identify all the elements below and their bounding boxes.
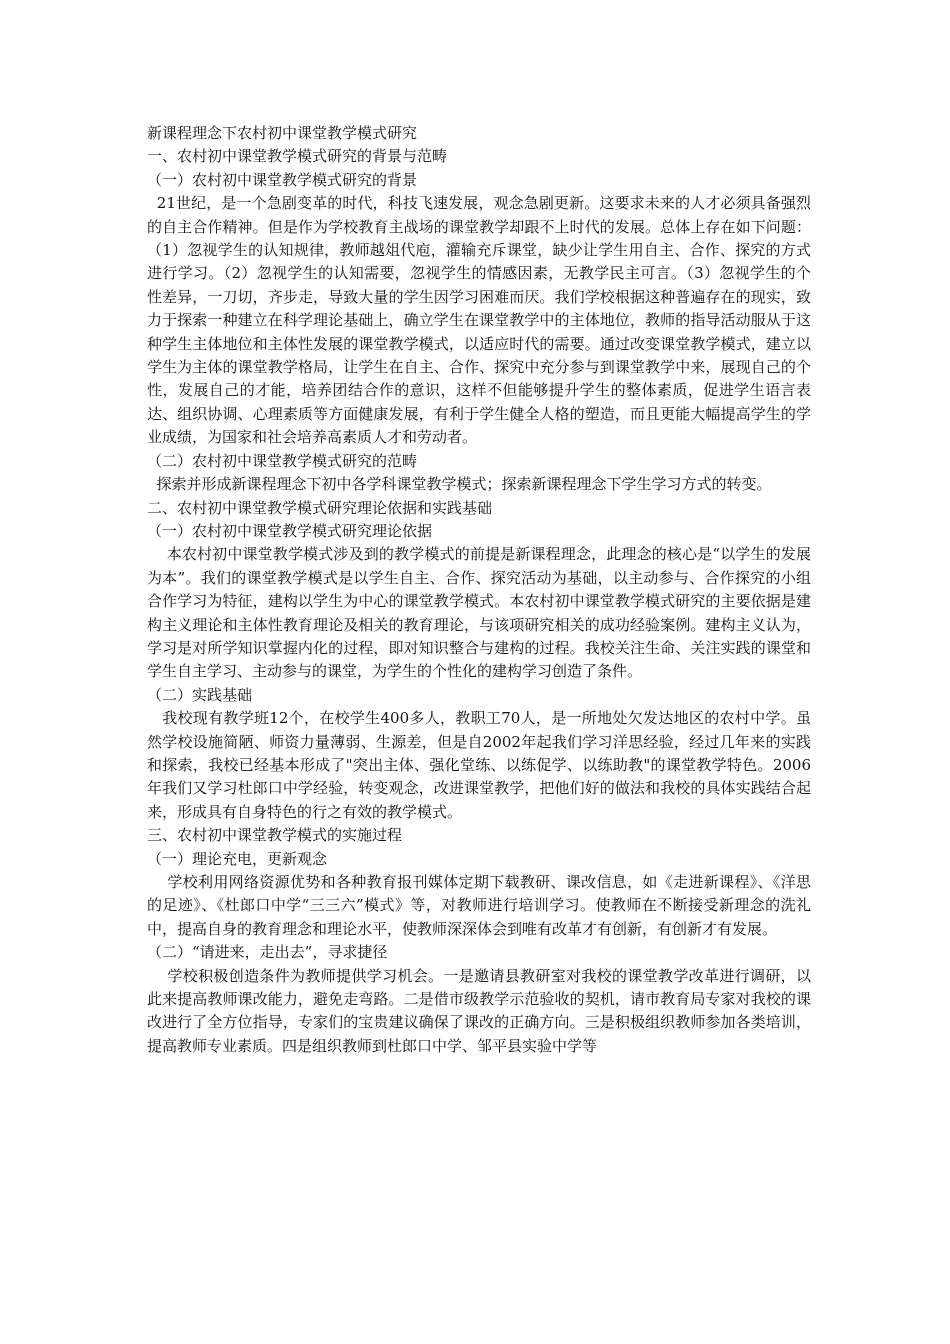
paragraph-scope: 探索并形成新课程理念下初中各学科课堂教学模式；探索新课程理念下学生学习方式的转变。 (147, 475, 772, 494)
paragraph-theory-recharge: 学校利用网络资源优势和各种教育报刊媒体定期下载教研、课改信息，如《走进新课程》、《洋思的足迹》、《杜郎口中学“三三六”模式》等，对教师进行培训学习。使教师在不断接受新理念的洗礼中，提高自身的教育理念和理论水平，使教师深深体会到唯有改革才有创新，有创新才有发展。 (147, 873, 811, 938)
document-title: 新课程理念下农村初中课堂教学模式研究 (147, 124, 418, 142)
paragraph-practice: 我校现有教学班12个，在校学生400多人，教职工70人，是一所地处欠发达地区的农村中学。虽然学校设施简陋、师资力量薄弱、生源差，但是自2002年起我们学习洋思经验，经过几年来的实践和探索，我校已经基本形成了"突出主体、强化堂练、以练促学、以练助教"的课堂教学特色。2006年我们又学习杜郎口中学经验，转变观念，改进课堂教学，把他们好的做法和我校的具体实践结合起来，形成具有自身特色的行之有效的教学模式。 (147, 709, 811, 821)
subsection-heading-3-1: （一）理论充电，更新观念 (147, 849, 328, 868)
subsection-heading-2-2: （二）实践基础 (147, 685, 253, 704)
paragraph-invite: 学校积极创造条件为教师提供学习机会。一是邀请县教研室对我校的课堂教学改革进行调研，以此来提高教师课改能力，避免走弯路。二是借市级教学示范验收的契机，请市教育局专家对我校的课改进行了全方位指导，专家们的宝贵建议确保了课改的正确方向。三是积极组织教师参加各类培训，提高教师专业素质。四是组织教师到杜郎口中学、邹平县实验中学等 (147, 966, 811, 1055)
section-heading-2: 二、农村初中课堂教学模式研究理论依据和实践基础 (147, 498, 493, 517)
section-heading-3: 三、农村初中课堂教学模式的实施过程 (147, 826, 403, 845)
subsection-heading-1-2: （二）农村初中课堂教学模式研究的范畴 (147, 451, 418, 470)
subsection-heading-1-1: （一）农村初中课堂教学模式研究的背景 (147, 170, 418, 189)
section-heading-1: 一、农村初中课堂教学模式研究的背景与范畴 (147, 147, 448, 166)
subsection-heading-2-1: （一）农村初中课堂教学模式研究理论依据 (147, 521, 433, 540)
paragraph-background: 21世纪，是一个急剧变革的时代，科技飞速发展，观念急剧更新。这要求未来的人才必须具备强烈的自主合作精神。但是作为学校教育主战场的课堂教学却跟不上时代的发展。总体上存在如下问题：（1）忽视学生的认知规律，教师越俎代庖，灌输充斥课堂，缺少让学生用自主、合作、探究的方式进行学习。（2）忽视学生的认知需要，忽视学生的情感因素，无教学民主可言。（3）忽视学生的个性差异，一刀切，齐步走，导致大量的学生因学习困难而厌。我们学校根据这种普遍存在的现实，致力于探索一种建立在科学理论基础上，确立学生在课堂教学中的主体地位，教师的指导活动服从于这种学生主体地位和主体性发展的课堂教学模式，以适应时代的需要。通过改变课堂教学模式，建立以学生为主体的课堂教学格局，让学生在自主、合作、探究中充分参与到课堂教学中来，展现自己的个性，发展自己的才能，培养团结合作的意识，这样不但能够提升学生的整体素质，促进学生语言表达、组织协调、心理素质等方面健康发展，有利于学生健全人格的塑造，而且更能大幅提高学生的学业成绩，为国家和社会培养高素质人才和劳动者。 (147, 194, 811, 447)
document-page (147, 122, 811, 1058)
subsection-heading-3-2: （二）“请进来，走出去”，寻求捷径 (147, 943, 388, 962)
paragraph-theory: 本农村初中课堂教学模式涉及到的教学模式的前提是新课程理念，此理念的核心是“以学生的发展为本”。我们的课堂教学模式是以学生自主、合作、探究活动为基础，以主动参与、合作探究的小组合作学习为特征，建构以学生为中心的课堂教学模式。本农村初中课堂教学模式研究的主要依据是建构主义理论和主体性教育理论及相关的教育理论，与该项研究相关的成功经验案例。建构主义认为，学习是对所学知识掌握内化的过程，即对知识整合与建构的过程。我校关注生命、关注实践的课堂和学生自主学习、主动参与的课堂，为学生的个性化的建构学习创造了条件。 (147, 545, 811, 681)
